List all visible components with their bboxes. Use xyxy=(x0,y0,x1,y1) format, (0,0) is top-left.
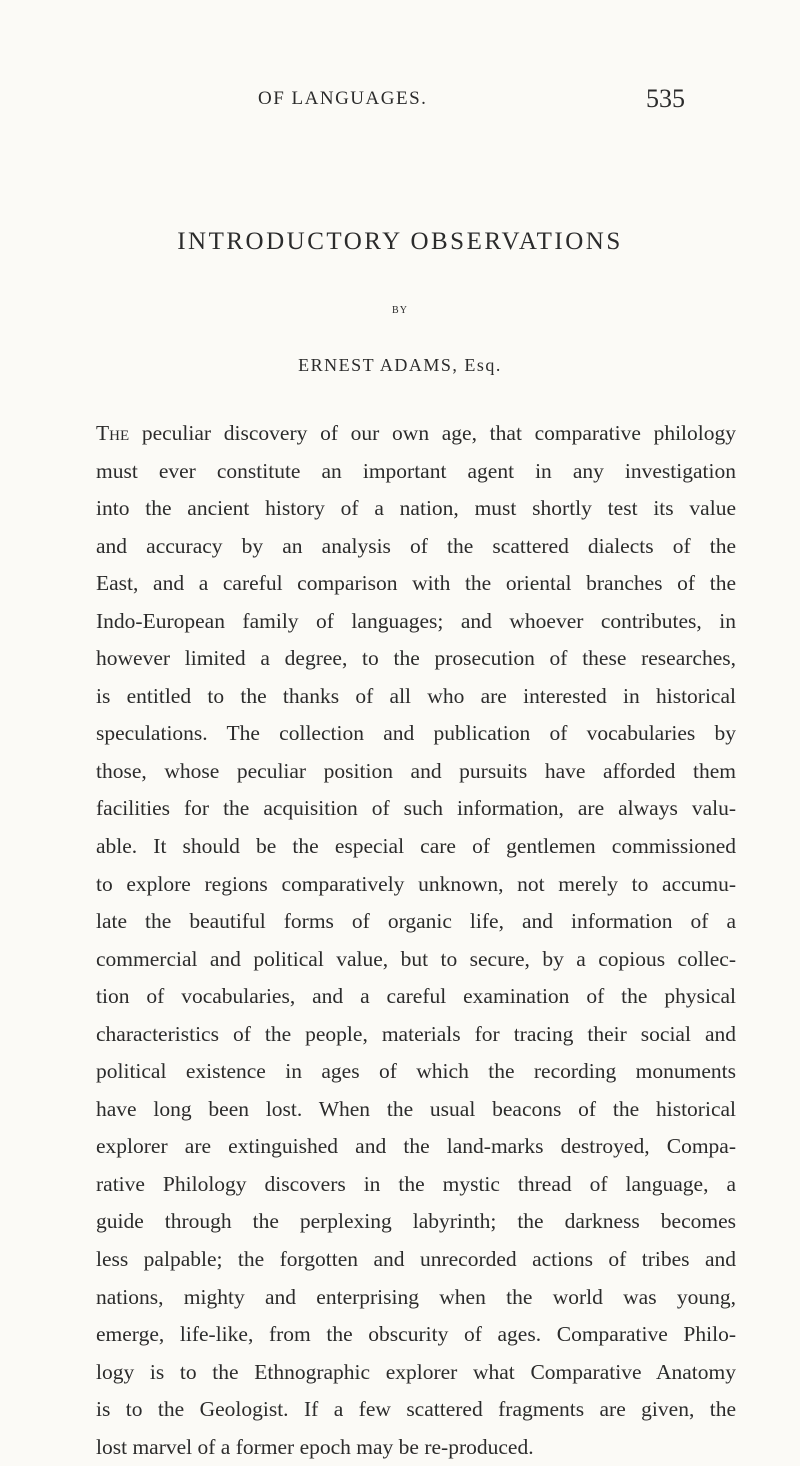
author-name: ERNEST ADAMS, Esq. xyxy=(298,355,502,375)
body-line: have long been lost. When the usual beacons of the historical xyxy=(96,1096,736,1121)
body-line: explorer are extinguished and the land-marks destroyed, Compa- xyxy=(96,1134,736,1159)
body-line: characteristics of the people, materials for tracing their social and xyxy=(96,1021,736,1046)
body-line: nations, mighty and enterprising when the world was young, xyxy=(96,1284,736,1309)
page-number: 535 xyxy=(646,84,685,113)
body-line: however limited a degree, to the prosecution of these researches, xyxy=(96,646,736,671)
body-line: those, whose peculiar position and pursuits have afforded them xyxy=(96,758,736,783)
body-line: logy is to the Ethnographic explorer what Comparative Anatomy xyxy=(96,1359,736,1384)
body-line: and accuracy by an analysis of the scattered dialects of the xyxy=(96,533,736,558)
body-line: emerge, life-like, from the obscurity of ages. Comparative Philo- xyxy=(96,1322,736,1347)
body-paragraph xyxy=(96,415,736,1466)
body-line: is entitled to the thanks of all who are interested in historical xyxy=(96,683,736,708)
body-line: able. It should be the especial care of gentlemen commissioned xyxy=(96,834,736,859)
body-line: speculations. The collection and publication of vocabularies by xyxy=(96,721,736,746)
body-line: Indo-European family of languages; and whoever contributes, in xyxy=(96,608,736,633)
body-line: rative Philology discovers in the mystic thread of language, a xyxy=(96,1171,736,1196)
body-line: tion of vocabularies, and a careful examination of the physical xyxy=(96,984,736,1009)
body-line: guide through the perplexing labyrinth; the darkness becomes xyxy=(96,1209,736,1234)
body-line: late the beautiful forms of organic life, and information of a xyxy=(96,909,736,934)
body-line: must ever constitute an important agent in any investigation xyxy=(96,458,736,483)
body-line: to explore regions comparatively unknown, not merely to accumu- xyxy=(96,871,736,896)
body-line: The peculiar discovery of our own age, that comparative philology xyxy=(96,421,736,445)
body-line: East, and a careful comparison with the oriental branches of the xyxy=(96,571,736,596)
body-line: is to the Geologist. If a few scattered fragments are given, the xyxy=(96,1397,736,1422)
running-title: OF LANGUAGES. xyxy=(258,88,428,109)
running-header xyxy=(0,84,800,118)
body-line: lost marvel of a former epoch may be re-produced. xyxy=(96,1434,534,1459)
body-line: facilities for the acquisition of such information, are always valu- xyxy=(96,796,736,821)
article-title: INTRODUCTORY OBSERVATIONS xyxy=(177,228,623,255)
body-line: into the ancient history of a nation, must shortly test its value xyxy=(96,496,736,521)
body-line: political existence in ages of which the recording monuments xyxy=(96,1059,736,1084)
byline: BY xyxy=(392,305,408,316)
body-line: commercial and political value, but to secure, by a copious collec- xyxy=(96,946,736,971)
body-line: less palpable; the forgotten and unrecorded actions of tribes and xyxy=(96,1247,736,1272)
